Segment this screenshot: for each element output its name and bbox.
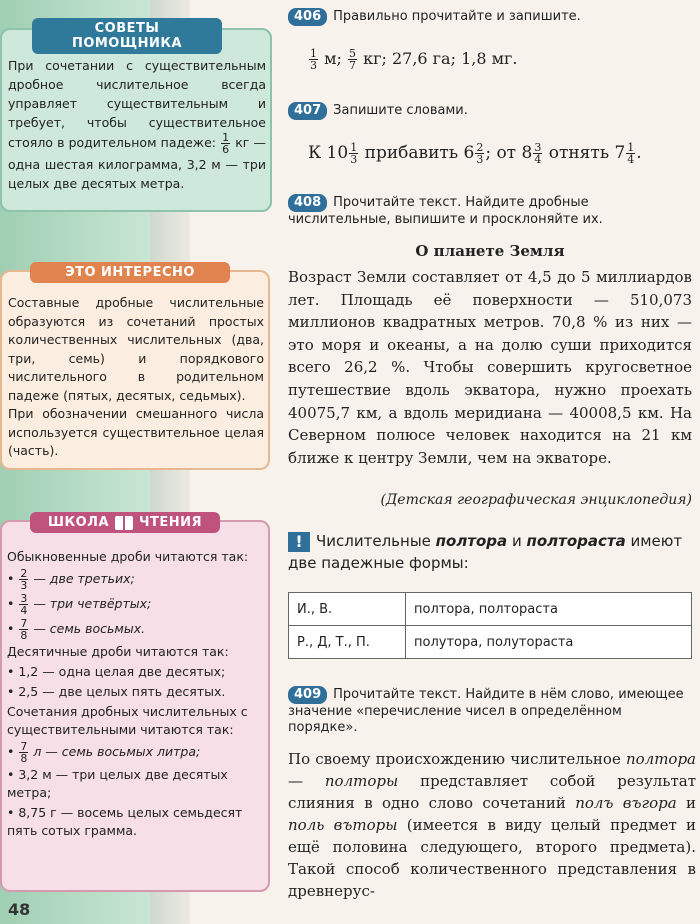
list-item: • 2,5 — две целых пять десятых. bbox=[7, 684, 226, 699]
list-item: • $\frac{3}{4}$ — три четвёртых; bbox=[7, 592, 152, 617]
exercise-409-heading: 409 Прочитайте текст. Найдите в нём слово, имеющее значение «перечисление чисел в определённом порядке». bbox=[288, 687, 684, 735]
list-item: • $\frac{7}{8}$ — семь восьмых. bbox=[7, 617, 146, 642]
list-item: • 1,2 — одна целая две десятых; bbox=[7, 664, 226, 679]
exercise-406-heading: 406 Правильно прочитайте и запишите. bbox=[288, 8, 692, 26]
interesting-box bbox=[0, 265, 270, 470]
list-item: • 8,75 г — восемь целых семьдесят пять сотых грамма. bbox=[7, 805, 243, 838]
interesting-text: Составные дробные числительные образуются из сочетаний простых количественных числительных (два, три, семь) и порядкового числительного в родительном падеже (пятых, десятых, седьмых). При обозначении смешанного числа используется существительное целая (часть). bbox=[8, 295, 264, 458]
exercise-number: 408 bbox=[288, 194, 327, 212]
advice-text: При сочетании с существительным дробное числительное всегда управляет существительным и требует, чтобы существительное стояло в родительном падеже: $\frac{1}{6}$ кг — одна шестая килограмма, 3,2 м — три целых две десятых метра. bbox=[8, 58, 266, 191]
exclamation-icon: ! bbox=[288, 532, 310, 552]
page-number: 48 bbox=[8, 900, 31, 919]
article-text: Возраст Земли составляет от 4,5 до 5 миллиардов лет. Площадь её поверхности — 510,073 миллионов квадратных метров. 70,8 % из них — это моря и океаны, а на долю суши приходится всего 26,2 %. Чтобы совершить кругосветное путешествие вдоль экватора, нужно проехать 40075,7 км, а вдоль меридиана — 40008,5 км. На Северном полюсе человек находится на 21 км ближе к центру Земли, чем на экваторе. bbox=[288, 268, 692, 467]
fraction: $\frac{1}{6}$ bbox=[222, 131, 230, 156]
reading-school-box bbox=[0, 515, 270, 892]
list-item: • 3,2 м — три целых две десятых метра; bbox=[7, 767, 228, 800]
list-item: • $\frac{7}{8}$ л — семь восьмых литра; bbox=[7, 740, 201, 765]
grammar-note: ! Числительные полтора и полтораста имеют две падежные формы: bbox=[288, 531, 683, 572]
book-icon bbox=[115, 516, 133, 530]
advice-tag: СОВЕТЫ ПОМОЩНИКА bbox=[32, 18, 222, 54]
article-title: О планете Земля bbox=[415, 242, 565, 260]
interesting-tag: ЭТО ИНТЕРЕСНО bbox=[30, 262, 230, 283]
advice-box bbox=[0, 21, 272, 212]
exercise-number: 406 bbox=[288, 8, 327, 26]
exercise-409-text: По своему происхождению числительное полтора — полторы представляет собой результат слияния в одно слово сочетаний полъ въгора и поль въторы (имеется в виду целый предмет и ещё половина следующего, второго предмета). Такой способ количественного представления в древнерус- bbox=[288, 750, 697, 900]
list-item: • $\frac{2}{3}$ — две третьих; bbox=[7, 567, 135, 592]
reading-school-tag: ШКОЛА ЧТЕНИЯ bbox=[30, 512, 220, 533]
reading-school-text: Обыкновенные дроби читаются так: • $\frac{2}{3}$ — две третьих; • $\frac{3}{4}$ — три четвёртых; • $\frac{7}{8}$ — семь восьмых. Десятичные дроби читаются так: • 1,2 — одна целая две десятых; • 2,5 — две целых пять десятых. Сочетания дробных числительных с существительными читаются так: • $\frac{7}{8}$ л — семь восьмых литра; • 3,2 м — три целых две десятых метра; • 8,75 г — восемь целых семьдесят пять сотых грамма. bbox=[7, 548, 265, 842]
exercise-408-heading: 408 Прочитайте текст. Найдите дробные числительные, выпишите и просклоняйте их. bbox=[288, 195, 603, 227]
table-row: Р., Д, Т., П. полутора, полутораста bbox=[289, 626, 692, 659]
exercise-406-content: $\frac{1}{3}$ м; $\frac{5}{7}$ кг; 27,6 га; 1,8 мг. bbox=[310, 47, 518, 72]
exercise-number: 407 bbox=[288, 102, 327, 120]
exercise-407-content: К 10 $\frac{1}{3}$ прибавить 6 $\frac{2}{3}$ ; от 8 $\frac{3}{4}$ отнять 7 $\frac{1}{4}$ . bbox=[308, 141, 642, 166]
article-source: (Детская географическая энциклопедия) bbox=[380, 492, 692, 508]
exercise-number: 409 bbox=[288, 686, 327, 704]
case-forms-table bbox=[288, 592, 692, 659]
table-row: И., В. полтора, полтораста bbox=[289, 593, 692, 626]
exercise-407-heading: 407 Запишите словами. bbox=[288, 102, 692, 120]
